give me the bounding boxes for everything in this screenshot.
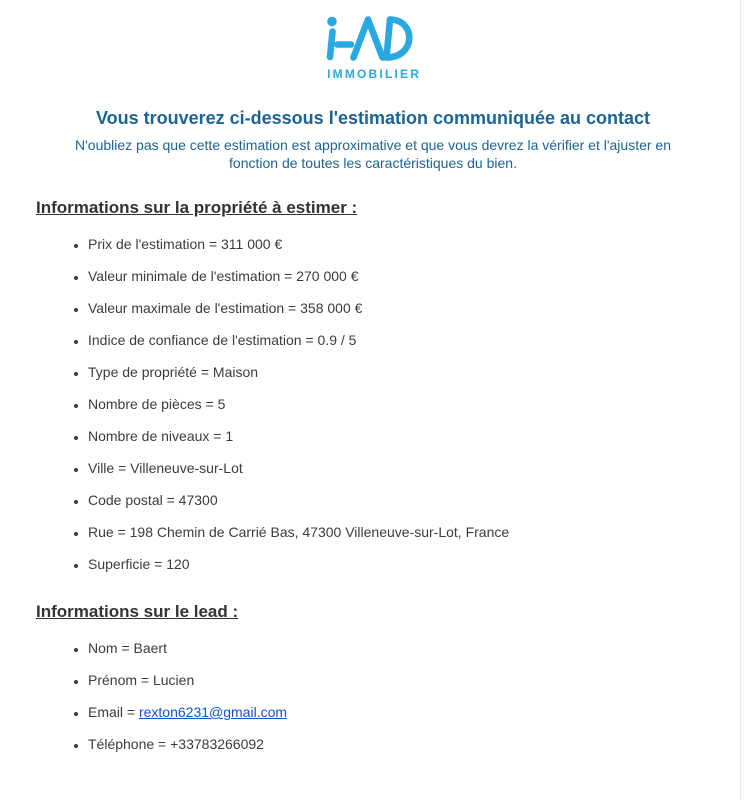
list-item: • Email = rexton6231@gmail.com xyxy=(88,703,710,721)
section-heading: Informations sur la propriété à estimer : xyxy=(36,198,358,217)
sections-container xyxy=(36,198,710,753)
list-item: • Rue = 198 Chemin de Carrié Bas, 47300 Villeneuve-sur-Lot, France xyxy=(88,523,710,541)
list-item: • Superficie = 120 xyxy=(88,555,710,573)
list-item: • Valeur maximale de l'estimation = 358 000 € xyxy=(88,299,710,317)
list-item: • Prénom = Lucien xyxy=(88,671,710,689)
page-subtitle: N'oubliez pas que cette estimation est approximative et que vous devrez la vérifier et l'ajuster en fonction de toutes les caractéristiques du bien. xyxy=(75,137,671,171)
list-item: • Valeur minimale de l'estimation = 270 000 € xyxy=(88,267,710,285)
email-link[interactable]: rexton6231@gmail.com xyxy=(138,704,288,720)
list-item: • Ville = Villeneuve-sur-Lot xyxy=(88,459,710,477)
page-title: Vous trouverez ci-dessous l'estimation communiquée au contact xyxy=(95,108,651,128)
content-right-border xyxy=(740,0,742,800)
list-item: • Code postal = 47300 xyxy=(88,491,710,509)
bullet-list xyxy=(36,639,710,753)
list-item: • Type de propriété = Maison xyxy=(88,363,710,381)
list-item: • Nombre de pièces = 5 xyxy=(88,395,710,413)
list-item: • Prix de l'estimation = 311 000 € xyxy=(88,235,710,253)
iad-logo xyxy=(0,0,746,81)
list-item: • Téléphone = +33783266092 xyxy=(88,735,710,753)
list-item: • Nombre de niveaux = 1 xyxy=(88,427,710,445)
list-item: • Indice de confiance de l'estimation = 0.9 / 5 xyxy=(88,331,710,349)
iad-logo-icon xyxy=(322,14,424,64)
bullet-list xyxy=(36,235,710,573)
section-heading: Informations sur le lead : xyxy=(36,602,239,621)
list-item: • Nom = Baert xyxy=(88,639,710,657)
iad-logo-wordmark: IMMOBILIER xyxy=(327,67,422,81)
